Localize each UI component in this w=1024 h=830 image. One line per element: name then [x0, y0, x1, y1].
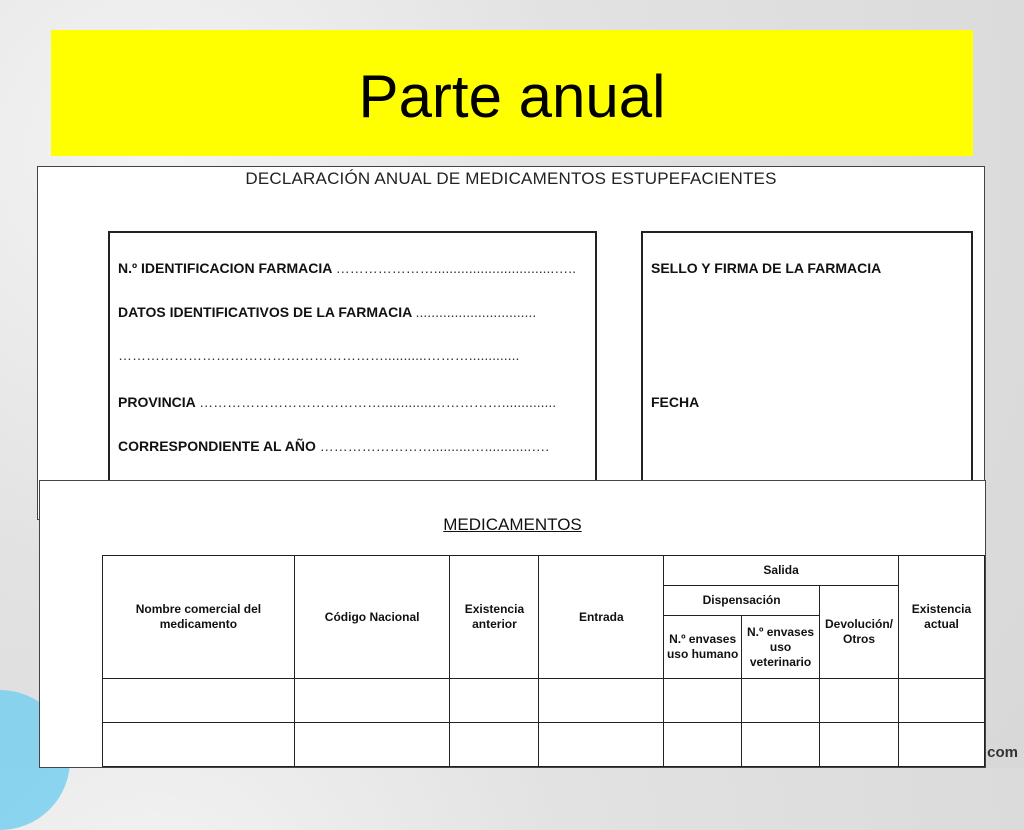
- table-cell: [742, 679, 820, 723]
- header-entrada: Entrada: [539, 556, 664, 679]
- sello-firma-label: SELLO Y FIRMA DE LA FARMACIA: [651, 260, 882, 276]
- medicamentos-table: [102, 555, 985, 767]
- header-codigo: Código Nacional: [294, 556, 450, 679]
- table-row: [103, 679, 985, 723]
- table-cell: [294, 679, 450, 723]
- table-cell: [539, 723, 664, 767]
- header-envases-veterinario: N.º envases uso veterinario: [742, 616, 820, 679]
- table-cell: [103, 679, 295, 723]
- table-cell: [103, 723, 295, 767]
- datos-farmacia-label: DATOS IDENTIFICATIVOS DE LA FARMACIA: [118, 304, 412, 320]
- header-existencia-anterior: Existencia anterior: [450, 556, 539, 679]
- table-cell: [898, 679, 984, 723]
- stamp-signature-box: [641, 231, 973, 521]
- medicamentos-heading: MEDICAMENTOS: [443, 515, 582, 534]
- blank-dotted-line: …………………………………………………...........……….............: [118, 347, 520, 363]
- header-salida: Salida: [664, 556, 899, 586]
- provincia-label: PROVINCIA: [118, 394, 196, 410]
- table-cell: [820, 723, 899, 767]
- table-cell: [664, 723, 742, 767]
- table-cell: [898, 723, 984, 767]
- anio-label: CORRESPONDIENTE AL AÑO: [118, 438, 316, 454]
- header-devolucion: Devolución/ Otros: [820, 586, 899, 679]
- id-farmacia-field: [118, 260, 576, 276]
- table-cell: [450, 723, 539, 767]
- table-cell: [742, 723, 820, 767]
- anio-field: [118, 438, 549, 454]
- header-dispensacion: Dispensación: [664, 586, 820, 616]
- id-farmacia-dots: …………………...............................…..: [335, 260, 577, 276]
- table-row: [103, 723, 985, 767]
- table-cell: [820, 679, 899, 723]
- slide-title: Parte anual: [358, 62, 666, 130]
- datos-farmacia-dots: ...............................: [415, 304, 537, 320]
- pharmacy-info-box: [108, 231, 597, 521]
- table-cell: [294, 723, 450, 767]
- declaration-form: [37, 166, 985, 520]
- table-header-row: [103, 556, 985, 586]
- medicamentos-form: [39, 480, 986, 768]
- header-nombre: Nombre comercial del medicamento: [103, 556, 295, 679]
- header-envases-humano: N.º envases uso humano: [664, 616, 742, 679]
- fecha-label: FECHA: [651, 394, 700, 410]
- title-banner: [51, 30, 973, 156]
- anio-dots: ……………………..........…............….: [319, 438, 550, 454]
- table-cell: [450, 679, 539, 723]
- declaration-heading: DECLARACIÓN ANUAL DE MEDICAMENTOS ESTUPEFACIENTES: [245, 169, 777, 188]
- header-existencia-actual: Existencia actual: [898, 556, 984, 679]
- table-cell: [664, 679, 742, 723]
- datos-farmacia-field: [118, 304, 536, 320]
- id-farmacia-label: N.º IDENTIFICACION FARMACIA: [118, 260, 332, 276]
- provincia-dots: ………………………………….............……………..............: [199, 394, 557, 410]
- provincia-field: [118, 394, 556, 410]
- footer-fragment: com: [987, 744, 1018, 761]
- table-cell: [539, 679, 664, 723]
